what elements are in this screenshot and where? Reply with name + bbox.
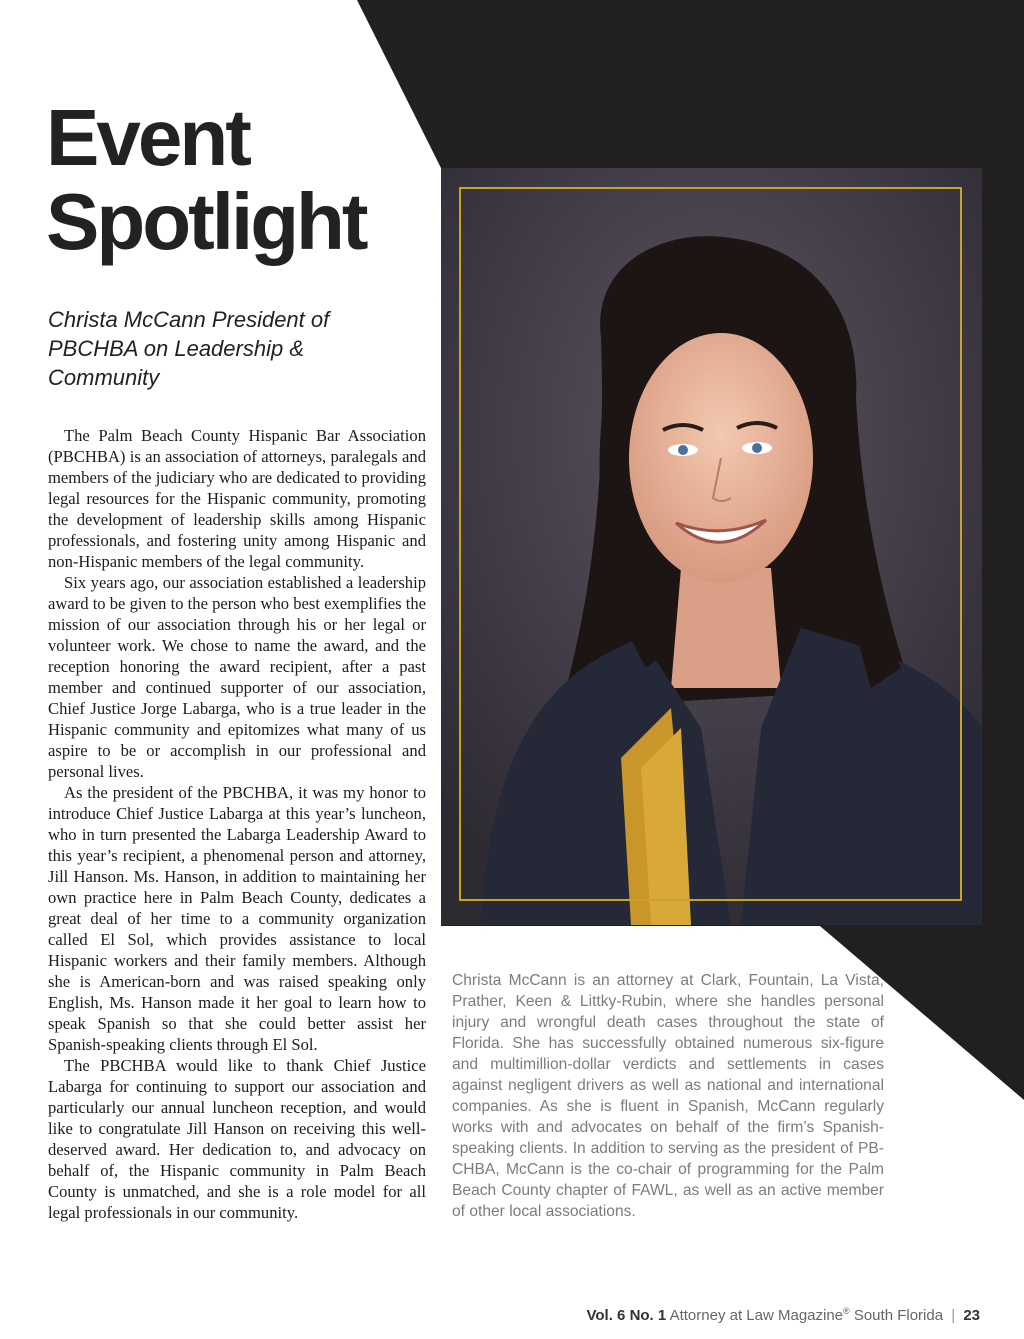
article-body xyxy=(48,425,426,1223)
footer-separator: | xyxy=(951,1307,956,1324)
footer-volume: Vol. 6 No. 1 xyxy=(586,1307,667,1324)
page-footer xyxy=(587,1306,981,1324)
page-title xyxy=(46,93,366,266)
article-paragraph-1: The Palm Beach County Hispanic Bar Association (PBCHBA) is an association of attorneys, paralegals and members of the judiciary who are dedicated to providing legal resources for the Hispanic community, promoting the development of leadership skills among Hispanic professionals, and fostering unity among Hispanic and non-Hispanic members of the legal community. xyxy=(48,426,426,571)
footer-page-number: 23 xyxy=(963,1307,980,1324)
title-line-2: Spotlight xyxy=(46,177,366,266)
article-paragraph-2: Six years ago, our association established a leadership award to be given to the person who best exemplifies the mission of our association through his or her legal or volunteer work. We chose to name the award, and the reception honoring the award recipient, after a past member and continued supporter of our association, Chief Justice Jorge Labarga, who is a true leader in the Hispanic community and epitomizes what many of us aspire to be or accomplish in our professional and personal lives. xyxy=(48,573,426,781)
footer-magazine: Attorney at Law Magazine xyxy=(669,1307,844,1324)
article-paragraph-3: As the president of the PBCHBA, it was my honor to introduce Chief Justice Labarga at this year’s luncheon, who in turn presented the Labarga Leadership Award to this year’s recipient, a phenomenal person and attorney, Jill Hanson. Ms. Hanson, in addition to maintaining her own practice here in Palm Beach County, dedicates a great deal of her time to a community organization called El Sol, which provides assistance to local Hispanic workers and their family members. Although she is American-born and was raised speaking only English, Ms. Hanson made it her goal to learn how to speak Spanish so that she could better assist her Spanish-speaking clients through El Sol. xyxy=(48,783,426,1054)
article-paragraph-4: The PBCHBA would like to thank Chief Justice Labarga for continuing to support our association and particularly our annual luncheon reception, and would like to congratulate Jill Hanson on receiving this well-deserved award. Her dedication to, and advocacy on behalf of, the Hispanic community in Palm Beach County is unmatched, and she is a role model for all legal professionals in our community. xyxy=(48,1056,426,1222)
title-line-1: Event xyxy=(46,93,249,182)
footer-region: South Florida xyxy=(849,1307,944,1324)
footer-registered-mark: ® xyxy=(843,1306,850,1316)
article-subtitle: Christa McCann President of PBCHBA on Leadership & Community xyxy=(48,307,330,390)
author-bio: Christa McCann is an attorney at Clark, Fountain, La Vista, Prather, Keen & Littky-Rubin, where she handles personal injury and wrongful death cases throughout the state of Florida. She has successfully obtained numerous six-figure and multimillion-dollar verdicts and settlements in cases against negligent drivers as well as national and international companies. As she is fluent in Spanish, McCann regularly works with and advocates on behalf of the firm’s Spanish-speaking clients. In addition to serving as the president of PBCHBA, McCann is the co-chair of programming for the Palm Beach County chapter of FAWL, as well as an active member of other local associations. xyxy=(452,972,884,1220)
photo-gold-frame xyxy=(459,187,962,901)
